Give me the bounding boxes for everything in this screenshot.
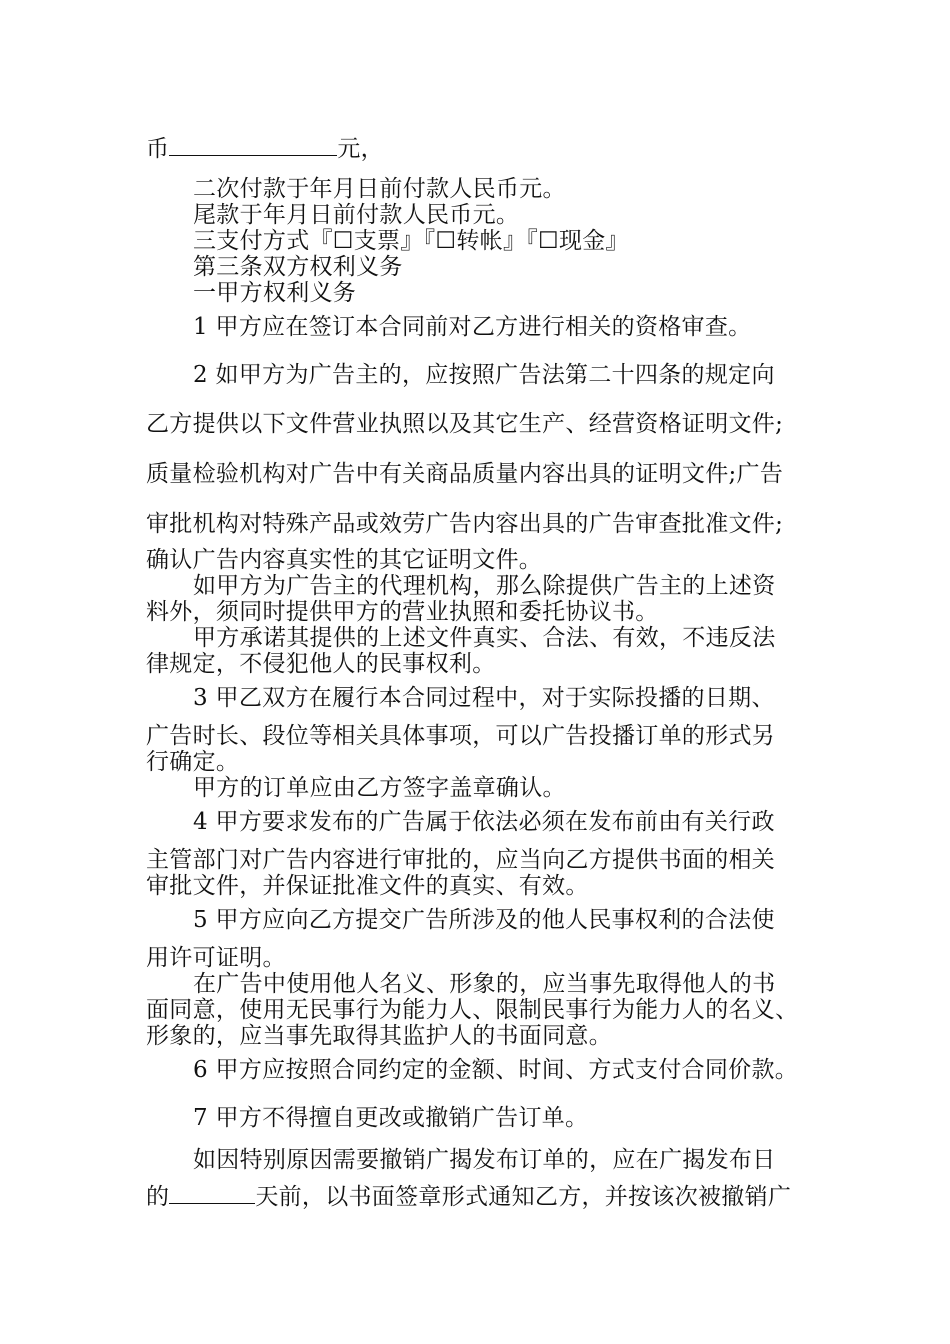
text-fragment: 币 <box>146 136 170 162</box>
text-line: 确认广告内容真实性的其它证明文件。 <box>146 547 543 573</box>
text-line: 7 甲方不得擅自更改或撤销广告订单。 <box>193 1105 589 1131</box>
text-line: 6 甲方应按照合同约定的金额、时间、方式支付合同价款。 <box>193 1057 799 1083</box>
text-line: 律规定，不侵犯他人的民事权利。 <box>146 651 496 677</box>
text-fragment: 天前，以书面签章形式通知乙方，并按该次被撤销广 <box>255 1184 792 1210</box>
text-line: 广告时长、段位等相关具体事项，可以广告投播订单的形式另 <box>146 723 776 749</box>
text-line: 4 甲方要求发布的广告属于依法必须在发布前由有关行政 <box>193 809 775 835</box>
text-line: 审批文件，并保证批准文件的真实、有效。 <box>146 873 589 899</box>
text-line: 2 如甲方为广告主的，应按照广告法第二十四条的规定向 <box>193 362 775 388</box>
text-line: 二次付款于年月日前付款人民币元。 <box>193 176 566 202</box>
text-line: 如甲方为广告主的代理机构，那么除提供广告主的上述资 <box>193 573 776 599</box>
text-line: 甲方的订单应由乙方签字盖章确认。 <box>193 775 566 801</box>
text-line: 一甲方权利义务 <box>193 280 357 306</box>
text-line: 料外，须同时提供甲方的营业执照和委托协议书。 <box>146 599 659 625</box>
text-line <box>146 1183 791 1211</box>
text-line: 如因特别原因需要撤销广揭发布订单的，应在广揭发布日 <box>193 1147 776 1173</box>
text-fragment: 元， <box>337 136 384 162</box>
text-line <box>146 135 384 163</box>
text-line: 形象的，应当事先取得其监护人的书面同意。 <box>146 1023 612 1049</box>
fill-in-blank <box>169 135 337 156</box>
text-line: 审批机构对特殊产品或效劳广告内容出具的广告审查批准文件; <box>146 511 784 537</box>
text-line: 第三条双方权利义务 <box>193 254 403 280</box>
text-line: 5 甲方应向乙方提交广告所涉及的他人民事权利的合法使 <box>193 907 775 933</box>
text-line: 行确定。 <box>146 749 240 775</box>
text-fragment: 的 <box>146 1184 170 1210</box>
text-line: 甲方承诺其提供的上述文件真实、合法、有效，不违反法 <box>193 625 776 651</box>
fill-in-blank <box>169 1183 255 1204</box>
text-line: 3 甲乙双方在履行本合同过程中，对于实际投播的日期、 <box>193 685 775 711</box>
text-line: 尾款于年月日前付款人民币元。 <box>193 202 520 228</box>
text-line: 主管部门对广告内容进行审批的，应当向乙方提供书面的相关 <box>146 847 776 873</box>
text-line: 在广告中使用他人名义、形象的，应当事先取得他人的书 <box>193 971 776 997</box>
text-line: 用许可证明。 <box>146 945 286 971</box>
text-line: 1 甲方应在签订本合同前对乙方进行相关的资格审查。 <box>193 314 752 340</box>
text-line: 三支付方式『☐支票』『☐转帐』『☐现金』 <box>193 228 629 254</box>
text-line: 乙方提供以下文件营业执照以及其它生产、经营资格证明文件; <box>146 411 784 437</box>
text-line: 质量检验机构对广告中有关商品质量内容出具的证明文件;广告 <box>146 461 784 487</box>
text-line: 面同意，使用无民事行为能力人、限制民事行为能力人的名义、 <box>146 997 799 1023</box>
